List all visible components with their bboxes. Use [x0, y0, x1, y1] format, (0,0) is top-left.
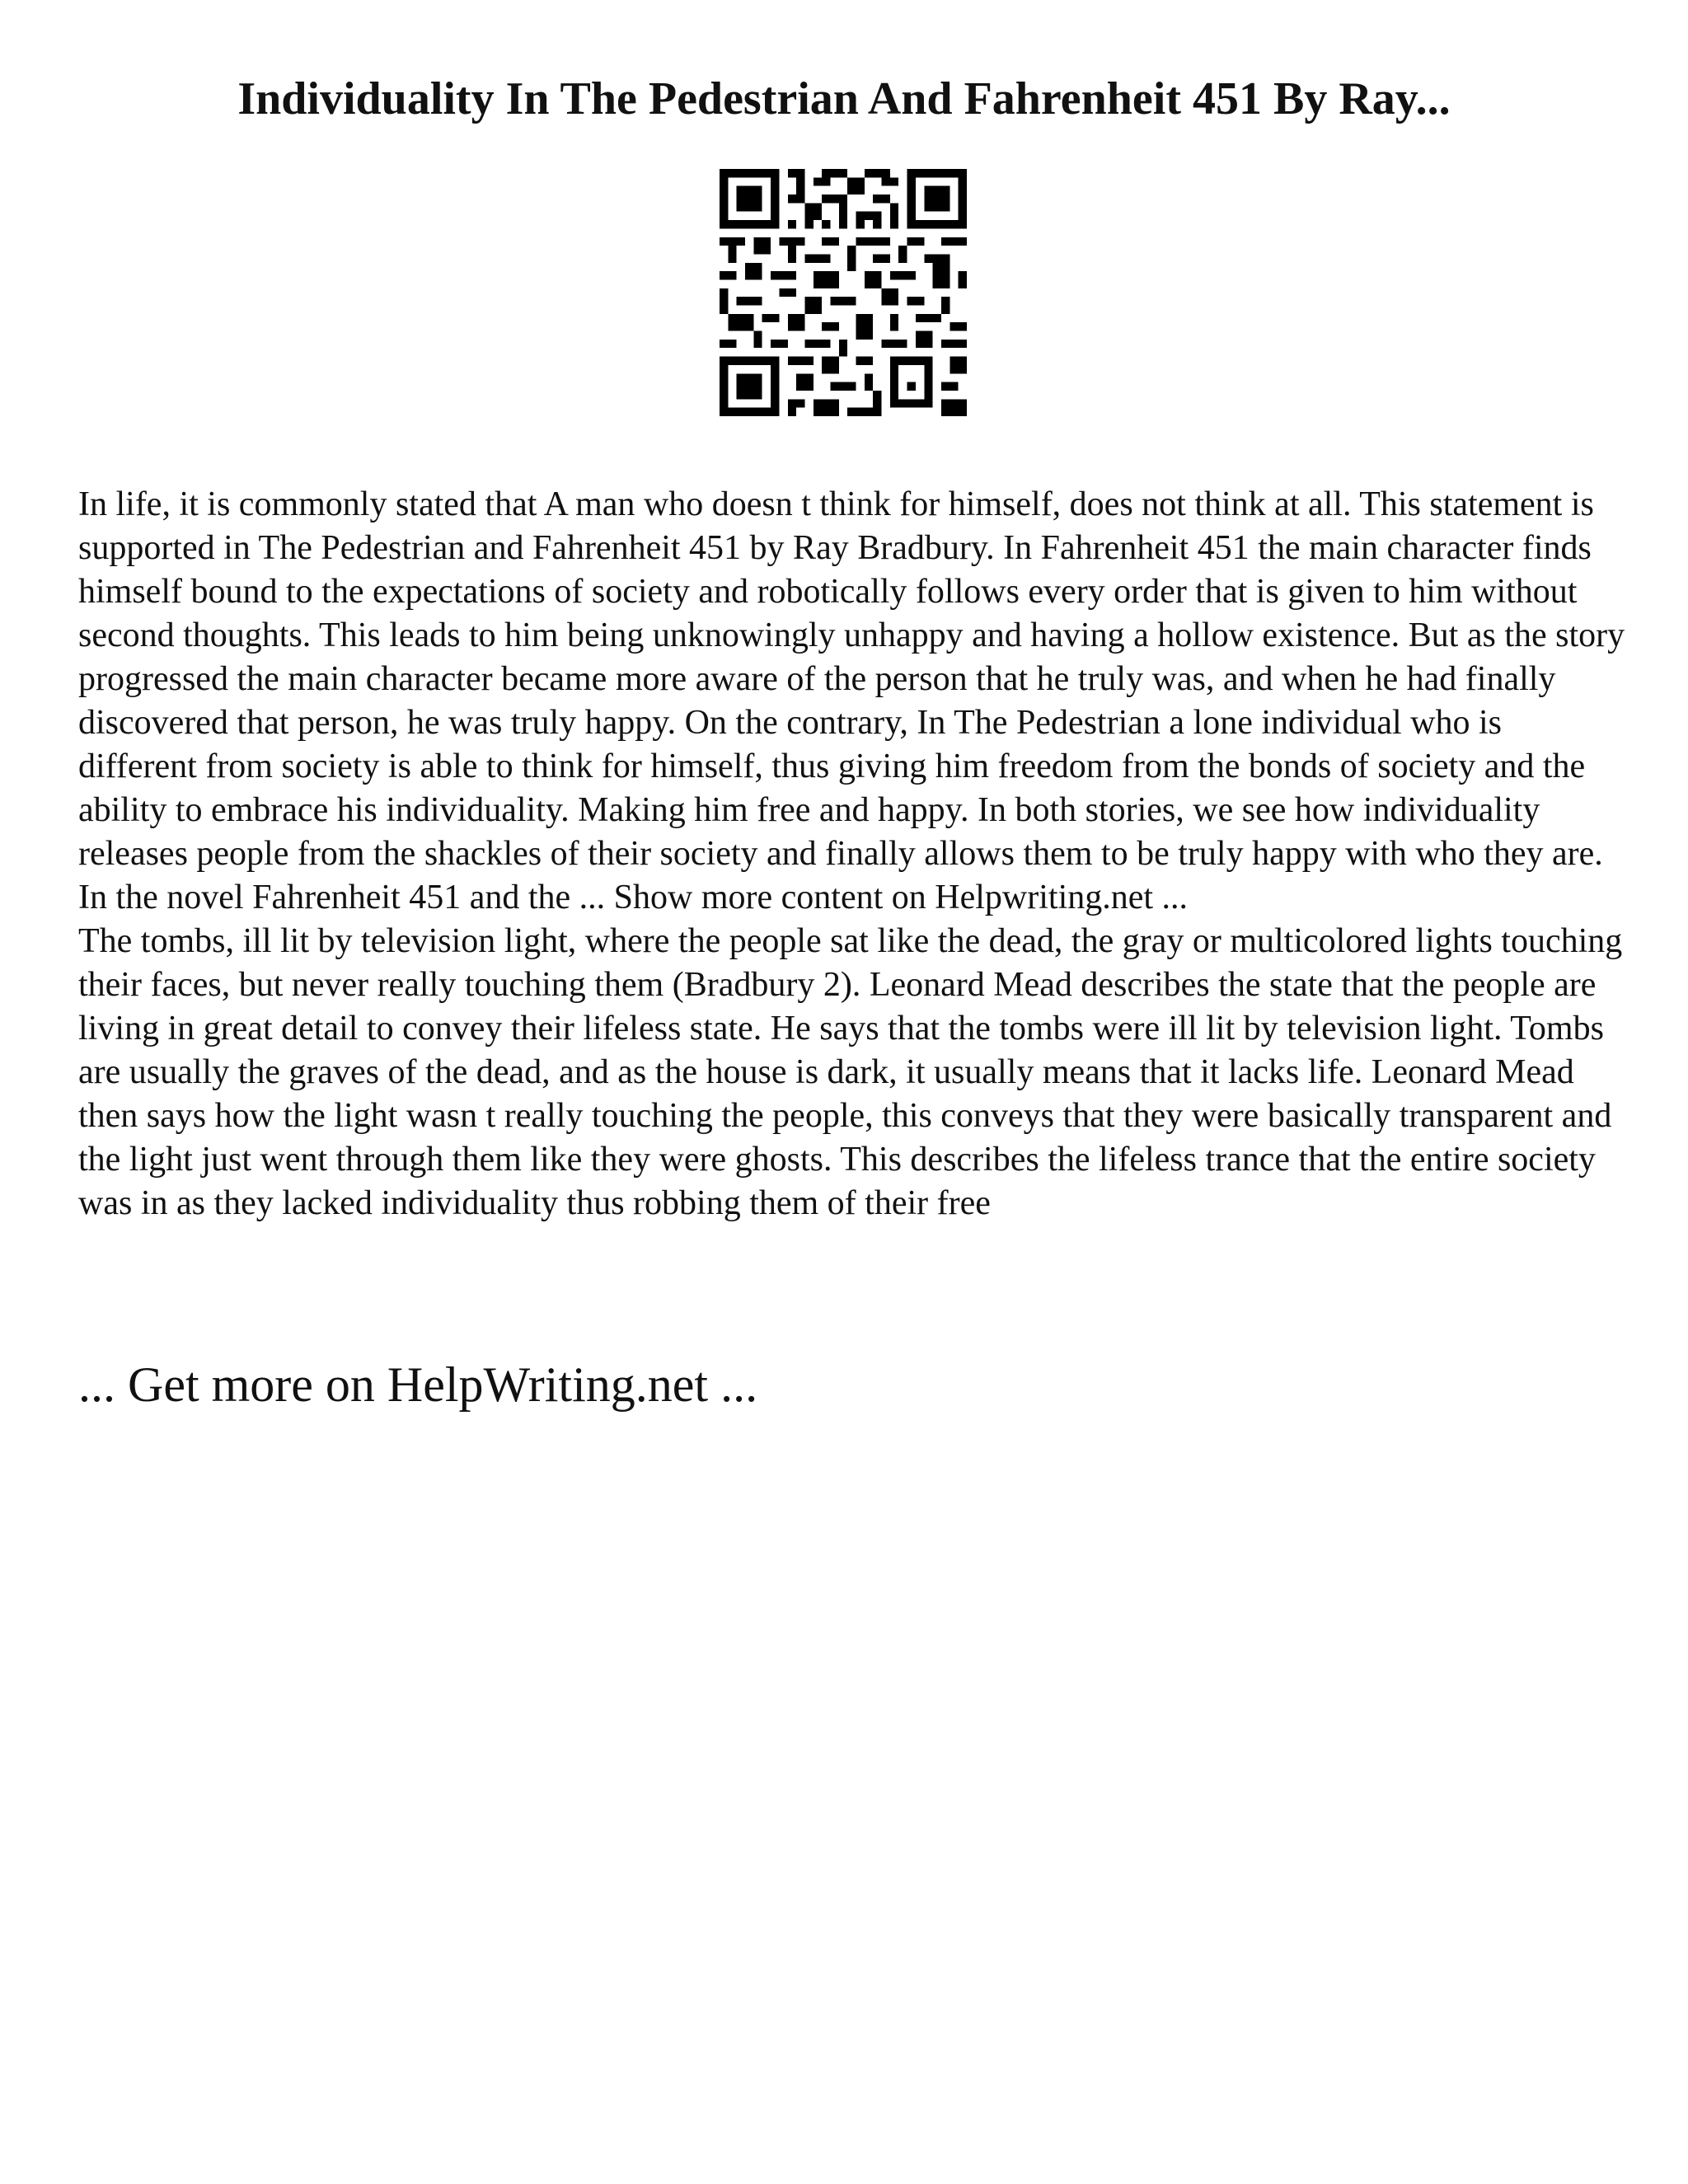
essay-paragraph-1: In life, it is commonly stated that A man who doesn t think for himself, does not think at all. This statement is supported in The Pedestrian and Fahrenheit 451 by Ray Bradbury. In Fahrenheit 451 the main character finds himself bound to the expectations of society and robotically follows every order that is given to him without second thoughts. This leads to him being unknowingly unhappy and having a hollow existence. But as the story progressed the main character became more aware of the person that he truly was, and when he had finally discovered that person, he was truly happy. On the contrary, In The Pedestrian a lone individual who is different from society is able to think for himself, thus giving him freedom from the bonds of society and the ability to embrace his individuality. Making him free and happy. In both stories, we see how individuality releases people from the shackles of their society and finally allows them to be truly happy with who they are. In the novel Fahrenheit 451 and the ... Show more content on Helpwriting.net ... [78, 485, 1625, 916]
get-more-link[interactable]: ... Get more on HelpWriting.net ... [78, 1357, 758, 1412]
page-title: Individuality In The Pedestrian And Fahrenheit 451 By Ray... [237, 73, 1451, 124]
essay-paragraph-2: The tombs, ill lit by television light, where the people sat like the dead, the gray or multicolored lights touching their faces, but never really touching them (Bradbury 2). Leonard Mead describes the state that the people are living in great detail to convey their lifeless state. He says that the tombs were ill lit by television light. Tombs are usually the graves of the dead, and as the house is dark, it usually means that it lacks life. Leonard Mead then says how the light wasn t really touching the people, this conveys that they were basically transparent and the light just went through them like they were ghosts. This describes the lifeless trance that the entire society was in as they lacked individuality thus robbing them of their free [78, 922, 1623, 1222]
essay-body [78, 483, 1628, 1226]
qr-code-icon [720, 169, 967, 416]
